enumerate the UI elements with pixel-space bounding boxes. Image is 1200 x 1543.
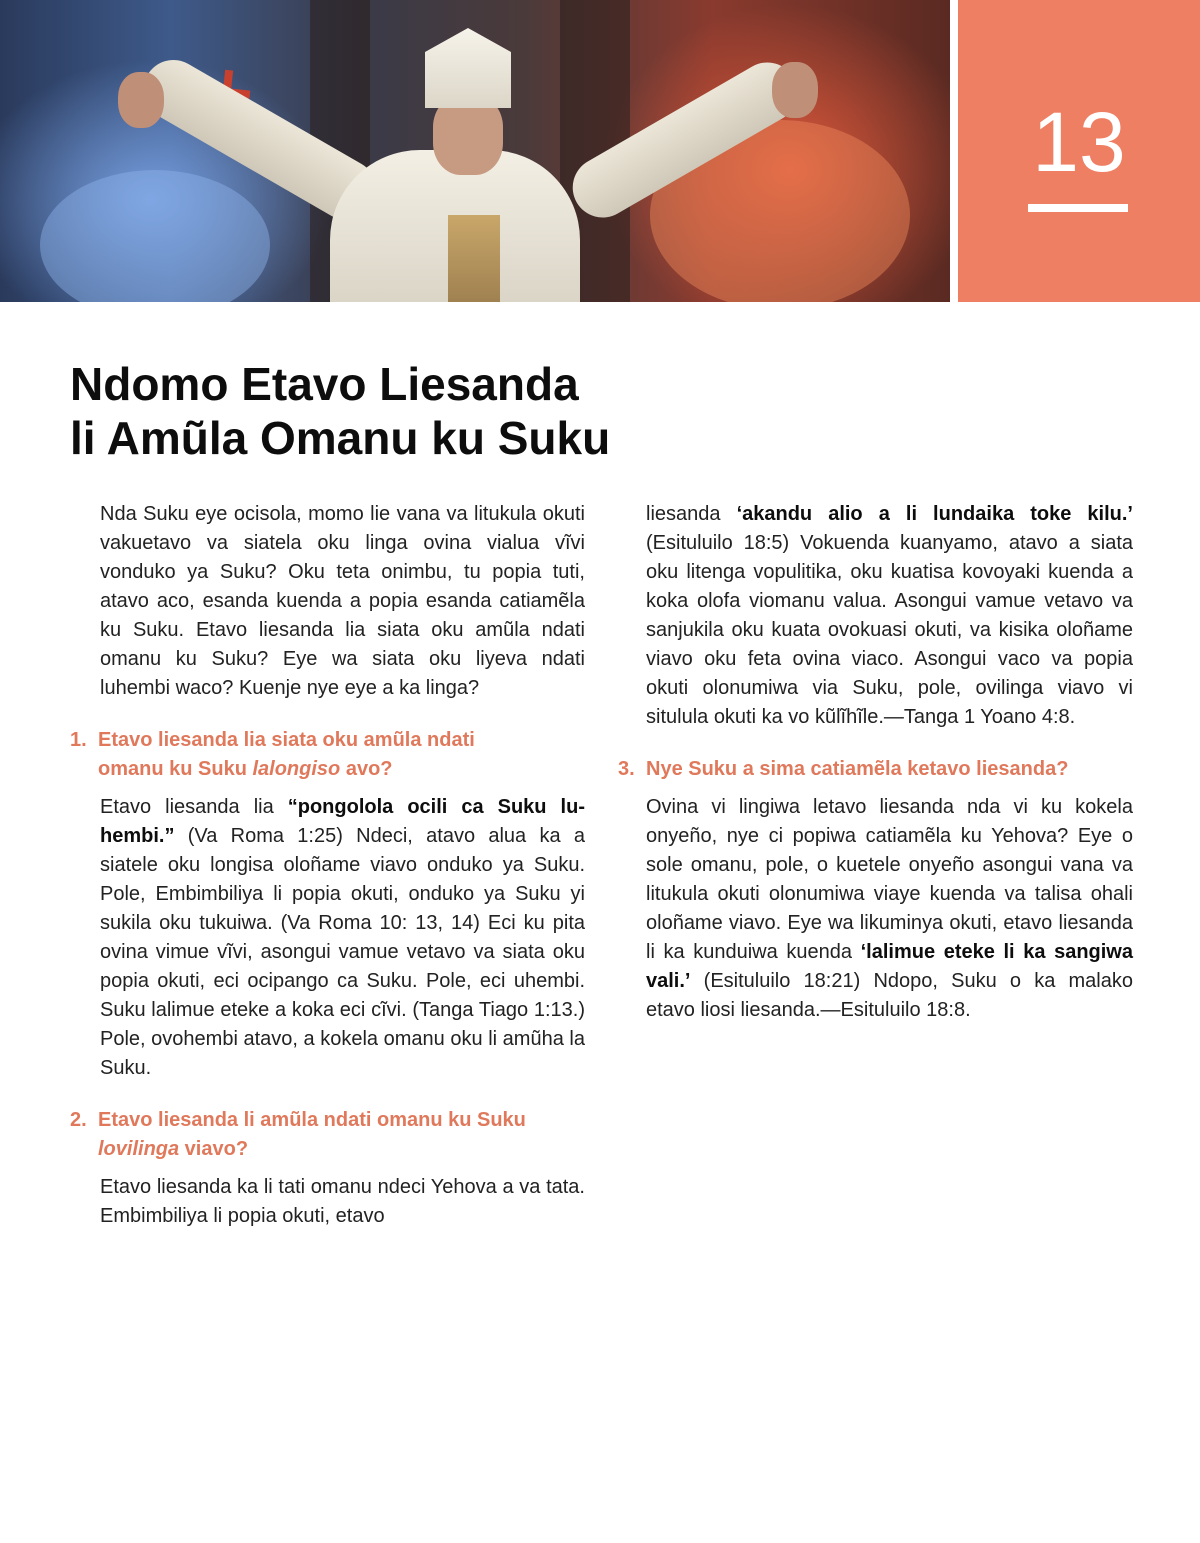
question-number: 2. [70,1109,87,1131]
title-line-1: Ndomo Etavo Liesanda [70,358,579,410]
stained-glass-left [40,170,270,302]
mitre-hat [425,28,511,108]
answer-2-paragraph-continued: liesanda ‘akandu alio a li lundaika toke kilu.’ (Esituluilo 18:5) Vokuenda kuanyamo, atavo a siata oku litenga vopulitika, oku kuatisa kovoyaki kuenda a koka olofa viomanu valua. Asongui vamue vetavo va sanjukila oku kuata ovokuasi okuti, va kisika oloñame viavo oku feta ovina viaco. Asongui vaco va popia okuti olonumiwa via Suku, pole, ovilinga viavo vi situlula okuti ka vo kũlĩhĩle.—Tanga 1 Yoano 4:8. [646,503,1133,728]
left-column [70,500,585,1231]
right-column [618,500,1133,1025]
hand-left [118,72,164,128]
intro-paragraph: Nda Suku eye ocisola, momo lie vana va litukula okuti vakuetavo va siatela oku linga ovina vialua vĩvi vonduko ya Suku? Oku teta onimbu, tu popia tuti, atavo aco, esanda kuenda a popia esanda catiamẽla ku Suku. Etavo liesanda lia siata oku amũla ndati omanu ku Suku? Eye wa siata oku liyeva ndati luhembi waco? Kuenje nye eye a ka linga? [100,503,585,699]
question-2-heading: 2. Etavo liesanda li amũla ndati omanu ku Suku lovilinga viavo? [70,1106,585,1164]
answer-1-paragraph: Etavo liesanda lia “pongolola ocili ca Suku luhembi.” (Va Roma 1:25) Ndeci, atavo alua ka a siatele oku longisa oloñame viavo onduko ya Suku. Pole, Embimbiliya li popia okuti, onduko ya Suku yi sukila oku tukuiwa. (Va Roma 10: 13, 14) Eci ku pita ovina vimue vĩvi, asongui vamue vetavo va siata oku popia okuti, eci ocipango ca Suku. Pole, eci uhembi. Suku lalimue eteke a koka eci cĩvi. (Tanga Tiago 1:13.) Pole, ovohembi atavo, a kokela omanu oku li amũha la Suku. [100,796,585,1079]
question-number: 1. [70,729,87,751]
answer-3-paragraph: Ovina vi lingiwa letavo liesanda nda vi ku kokela onyeño, nye ci popiwa catiamẽla ku Yehova? Eye o sole omanu, pole, o kuetele onyeño asongui vana va litukula okuti olonumiwa viaye kuenda va talisa ohali oloñame viavo. Eye wa likuminya okuti, etavo liesanda li ka kunduiwa kuenda ‘lalimue eteke li ka sangiwa vali.’ (Esituluilo 18:21) Ndopo, Suku o ka malako etavo liosi liesanda.—Esituluilo 18:8. [646,796,1133,1021]
question-1-heading: 1. Etavo liesanda lia siata oku amũla ndati omanu ku Suku lalongiso avo? [70,726,585,784]
question-3-heading: 3. Nye Suku a sima catiamẽla ketavo liesanda? [618,755,1133,784]
page-title [70,357,610,465]
answer-2-paragraph-start: Etavo liesanda ka li tati omanu ndeci Yehova a va tata. Embimbiliya li popia okuti, etavo [100,1176,585,1227]
hand-right [772,62,818,118]
chapter-underline [1028,204,1128,212]
header-photo [0,0,950,302]
question-number: 3. [618,758,635,780]
gold-stole [448,215,500,302]
chapter-number: 13 [1032,95,1126,189]
chapter-badge [958,0,1200,302]
title-line-2: li Amũla Omanu ku Suku [70,412,611,464]
